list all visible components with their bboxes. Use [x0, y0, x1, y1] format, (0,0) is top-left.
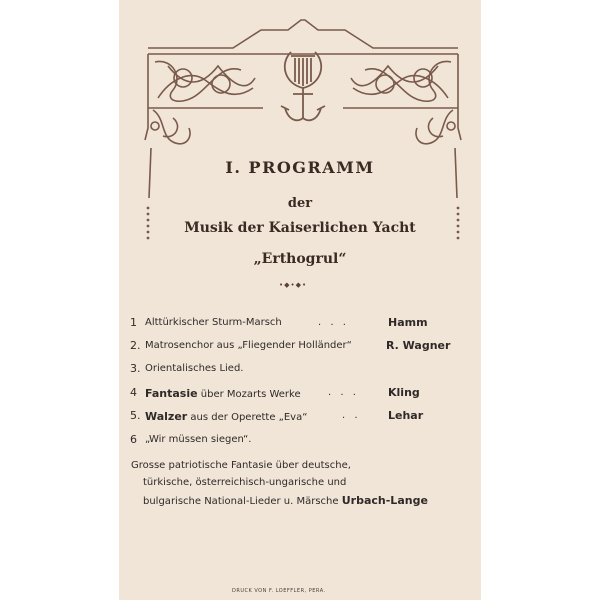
item-title-line: [145, 410, 307, 423]
subtitle-der: der: [287, 196, 313, 211]
program-item: [130, 316, 460, 334]
item-title: aus der Operette „Eva“: [190, 412, 308, 423]
subtitle-musik: Musik der Kaiserlichen Yacht: [184, 220, 416, 236]
item-composer: Lehar: [388, 409, 424, 422]
leader-dots: . . .: [318, 317, 349, 328]
program-item: [130, 409, 460, 427]
item-title: Matrosenchor aus „Fliegender Holländer“: [145, 340, 352, 351]
closing-text: bulgarische National-Lieder u. Märsche: [143, 496, 339, 507]
item-composer: Hamm: [388, 316, 428, 329]
item-number: 6: [130, 433, 137, 446]
closing-line-2: türkische, österreichisch-ungarische und: [143, 477, 347, 488]
item-lead: Walzer: [145, 410, 188, 423]
leader-dots: . . .: [328, 387, 359, 398]
item-composer: R. Wagner: [386, 339, 451, 352]
yacht-name: „Erthogrul“: [253, 251, 347, 267]
item-title: Alttürkischer Sturm-Marsch: [145, 317, 282, 328]
lyre-anchor-icon: [281, 52, 325, 120]
closing-line-3: [143, 494, 428, 507]
item-number: 3.: [130, 362, 141, 375]
item-number: 5.: [130, 409, 141, 422]
closing-line-1: Grosse patriotische Fantasie über deutsche,: [131, 460, 351, 471]
program-title: I. PROGRAMM: [225, 158, 375, 177]
printer-imprint: DRUCK VON F. LOEFFLER, PERA.: [232, 588, 326, 594]
item-number: 1: [130, 316, 137, 329]
program-item: [130, 362, 460, 380]
item-lead: Fantasie: [145, 387, 198, 400]
leader-dots: . .: [342, 410, 361, 421]
closing-composer: Urbach-Lange: [341, 494, 428, 507]
program-item: [130, 386, 460, 404]
item-composer: Kling: [388, 386, 420, 399]
item-number: 2.: [130, 339, 141, 352]
decorative-separator: •◆•◆•: [279, 281, 308, 289]
item-number: 4: [130, 386, 137, 399]
program-item: [130, 433, 460, 451]
program-item: [130, 339, 460, 357]
item-title: über Mozarts Werke: [200, 389, 301, 400]
item-title: „Wir müssen siegen“.: [145, 434, 252, 445]
item-title-line: [145, 387, 301, 400]
item-title: Orientalisches Lied.: [145, 363, 244, 374]
